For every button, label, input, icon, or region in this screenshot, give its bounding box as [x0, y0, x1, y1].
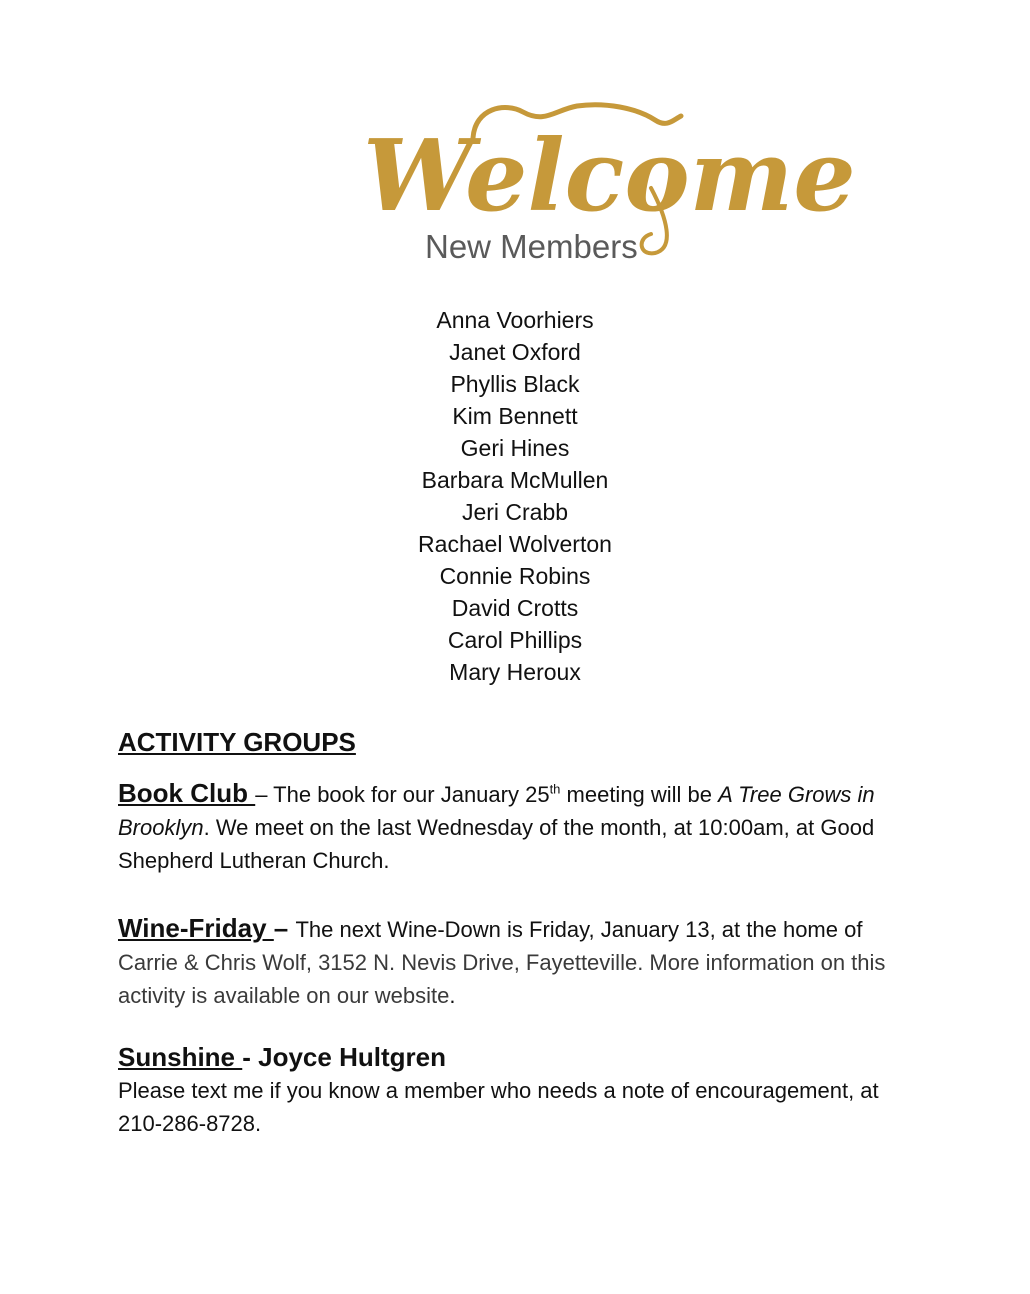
- member-name: Geri Hines: [460, 435, 570, 461]
- member-name: Connie Robins: [439, 563, 591, 589]
- wine-friday-dash: –: [273, 913, 296, 943]
- sunshine-heading: [118, 1040, 918, 1074]
- book-title: A Tree Grows in Brooklyn: [118, 782, 875, 840]
- welcome-logo: [355, 98, 856, 268]
- logo-subtitle: New Members: [425, 228, 638, 265]
- book-club-text: meeting will be: [560, 782, 719, 807]
- wine-friday-entry: [118, 912, 918, 1012]
- welcome-logo-graphic: [355, 98, 856, 268]
- activity-groups-heading: ACTIVITY GROUPS: [118, 727, 356, 757]
- logo-script-text: Welcome: [363, 119, 856, 234]
- book-club-title: Book Club: [118, 778, 256, 808]
- member-name: David Crotts: [451, 595, 579, 621]
- wine-friday-title: Wine-Friday: [118, 913, 274, 943]
- sunshine-title: Sunshine: [118, 1042, 243, 1072]
- member-name: Kim Bennett: [452, 403, 578, 429]
- new-members-list: [0, 304, 1030, 688]
- member-name: Anna Voorhiers: [436, 307, 594, 333]
- sunshine-text: Please text me if you know a member who needs a note of encouragement, at 210-286-8728.: [118, 1078, 879, 1136]
- book-club-entry: [118, 777, 918, 877]
- book-club-dash: –: [255, 782, 274, 807]
- book-club-text: The book for our January 25: [273, 782, 550, 807]
- member-name: Barbara McMullen: [421, 467, 609, 493]
- wine-friday-text: The next Wine-Down is Friday, January 13, at the home of: [295, 917, 863, 942]
- member-name: Rachael Wolverton: [418, 531, 612, 557]
- activity-groups-section: [118, 722, 918, 1140]
- wine-friday-text: .: [449, 983, 456, 1008]
- member-name: Carol Phillips: [447, 627, 583, 653]
- member-name: Jeri Crabb: [461, 499, 569, 525]
- wine-friday-address: Carrie & Chris Wolf, 3152 N. Nevis Drive, Fayetteville. More information on this activity is available on our website: [118, 950, 886, 1008]
- member-name: Phyllis Black: [450, 371, 580, 397]
- member-name: Janet Oxford: [449, 339, 581, 365]
- book-club-text: . We meet on the last Wednesday of the month, at 10:00am, at Good Shepherd Lutheran Church.: [118, 815, 875, 873]
- ordinal-suffix: th: [549, 781, 561, 797]
- member-name: Mary Heroux: [449, 659, 581, 685]
- sunshine-contact-name: - Joyce Hultgren: [242, 1042, 446, 1072]
- sunshine-entry: [118, 1040, 918, 1140]
